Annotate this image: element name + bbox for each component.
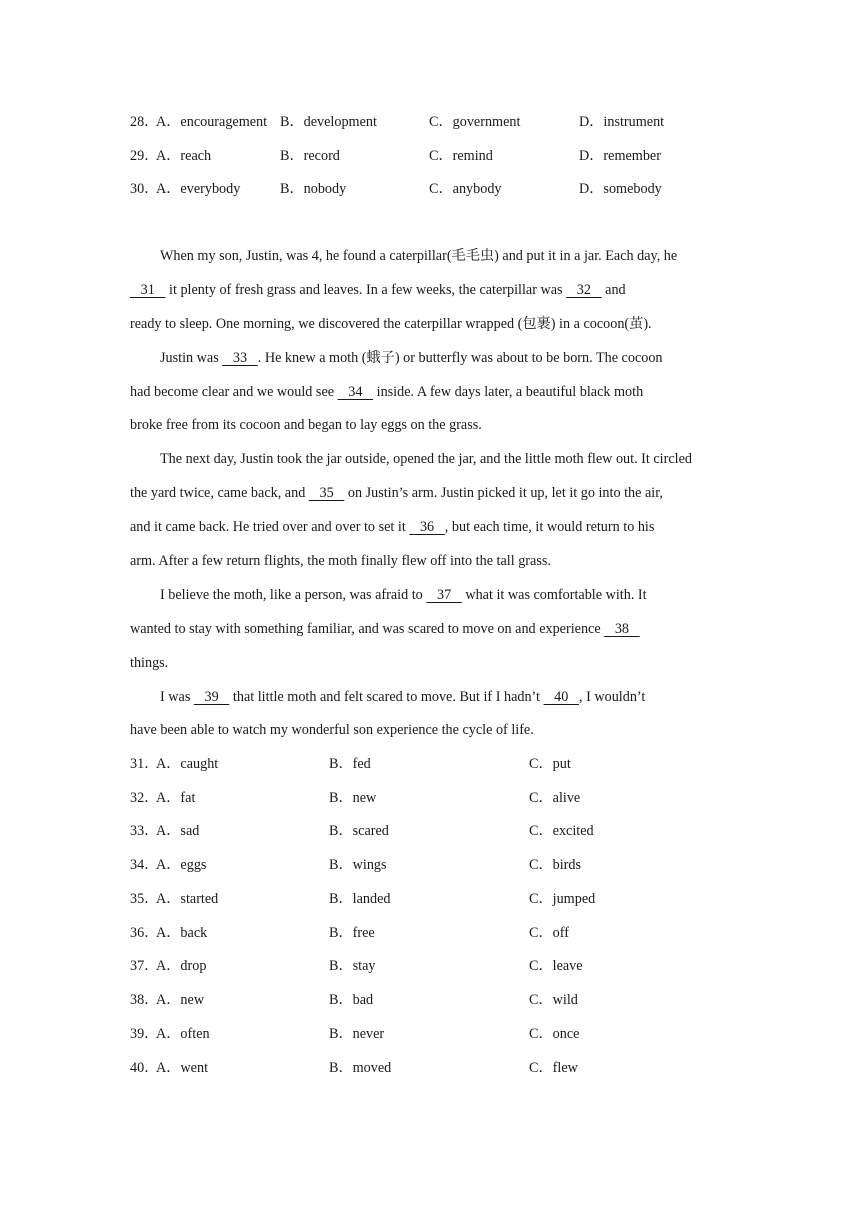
option-c: C．government [429, 114, 521, 130]
passage-line: The next day, Justin took the jar outside, opened the jar, and the little moth flew out. It circled [160, 451, 692, 468]
question-number: 36． [130, 925, 159, 941]
passage-line: ready to sleep. One morning, we discovered the caterpillar wrapped (包裹) in a cocoon(茧). [130, 315, 652, 332]
option-a: A．caught [156, 756, 219, 772]
blank-33: 33 [222, 349, 258, 366]
option-c: C．remind [429, 148, 493, 164]
question-number: 34． [130, 857, 159, 873]
option-c: C．leave [529, 958, 583, 974]
question-number: 33． [130, 823, 159, 839]
option-a: A．eggs [156, 857, 207, 873]
option-a: A．reach [156, 148, 212, 164]
option-b: B．moved [329, 1060, 392, 1076]
option-a: A．often [156, 1026, 210, 1042]
passage-line: have been able to watch my wonderful son experience the cycle of life. [130, 722, 534, 739]
passage-line: Justin was 33 . He knew a moth (蛾子) or butterfly was about to be born. The cocoon [160, 349, 663, 366]
option-a: A．started [156, 891, 219, 907]
option-b: B．record [280, 148, 340, 164]
question-number: 31． [130, 756, 159, 772]
blank-38: 38 [604, 620, 640, 637]
question-number: 28． [130, 114, 159, 130]
option-b: B．nobody [280, 181, 347, 197]
question-number: 37． [130, 958, 159, 974]
passage-line: wanted to stay with something familiar, and was scared to move on and experience 38 [130, 620, 640, 637]
question-number: 30． [130, 181, 159, 197]
blank-40: 40 [543, 688, 579, 705]
option-c: C．once [529, 1026, 580, 1042]
passage-line: broke free from its cocoon and began to lay eggs on the grass. [130, 417, 482, 434]
option-b: B．stay [329, 958, 376, 974]
passage-line: had become clear and we would see 34 inside. A few days later, a beautiful black moth [130, 383, 644, 400]
question-number: 32． [130, 790, 159, 806]
option-c: C．jumped [529, 891, 596, 907]
passage-line: things. [130, 654, 169, 671]
option-b: B．never [329, 1026, 385, 1042]
option-c: C．wild [529, 992, 578, 1008]
question-number: 40． [130, 1060, 159, 1076]
reading-passage [130, 240, 730, 748]
blank-34: 34 [337, 383, 374, 400]
option-b: B．wings [329, 857, 387, 873]
blank-31: 31 [130, 281, 166, 298]
passage-line: 31 it plenty of fresh grass and leaves. In a few weeks, the caterpillar was 32 and [130, 281, 626, 298]
option-a: A．everybody [156, 181, 241, 197]
blank-37: 37 [426, 586, 462, 603]
option-d: D．remember [579, 148, 661, 164]
question-number: 39． [130, 1026, 159, 1042]
option-a: A．back [156, 925, 208, 941]
passage-line: arm. After a few return flights, the moth finally flew off into the tall grass. [130, 553, 551, 570]
option-b: B．bad [329, 992, 374, 1008]
option-c: C．flew [529, 1060, 578, 1076]
option-b: B．new [329, 790, 377, 806]
option-b: B．development [280, 114, 377, 130]
option-b: B．fed [329, 756, 371, 772]
option-c: C．alive [529, 790, 581, 806]
option-c: C．excited [529, 823, 594, 839]
option-a: A．drop [156, 958, 207, 974]
question-number: 35． [130, 891, 159, 907]
passage-line: When my son, Justin, was 4, he found a caterpillar(毛毛虫) and put it in a jar. Each day, he [160, 248, 678, 264]
option-d: D．instrument [579, 114, 665, 130]
option-c: C．off [529, 925, 569, 941]
option-a: A．went [156, 1060, 209, 1076]
blank-35: 35 [308, 485, 345, 502]
option-c: C．put [529, 756, 571, 772]
option-b: B．landed [329, 891, 391, 907]
blank-39: 39 [193, 688, 230, 705]
passage-line: the yard twice, came back, and 35 on Justin’s arm. Justin picked it up, let it go into the air, [130, 485, 663, 502]
blank-32: 32 [566, 281, 602, 298]
passage-line: I believe the moth, like a person, was afraid to 37 what it was comfortable with. It [160, 586, 647, 603]
option-a: A．fat [156, 790, 196, 806]
option-c: C．birds [529, 857, 582, 873]
option-a: A．sad [156, 823, 200, 839]
option-a: A．encouragement [156, 114, 268, 130]
option-c: C．anybody [429, 181, 502, 197]
passage-line: and it came back. He tried over and over to set it 36 , but each time, it would return to his [130, 519, 655, 536]
option-d: D．somebody [579, 181, 662, 197]
blank-36: 36 [409, 519, 445, 536]
option-b: B．free [329, 925, 375, 941]
question-number: 38． [130, 992, 159, 1008]
option-b: B．scared [329, 823, 389, 839]
question-number: 29． [130, 148, 159, 164]
option-a: A．new [156, 992, 205, 1008]
passage-line: I was 39 that little moth and felt scared to move. But if I hadn’t 40 , I wouldn’t [160, 688, 646, 705]
